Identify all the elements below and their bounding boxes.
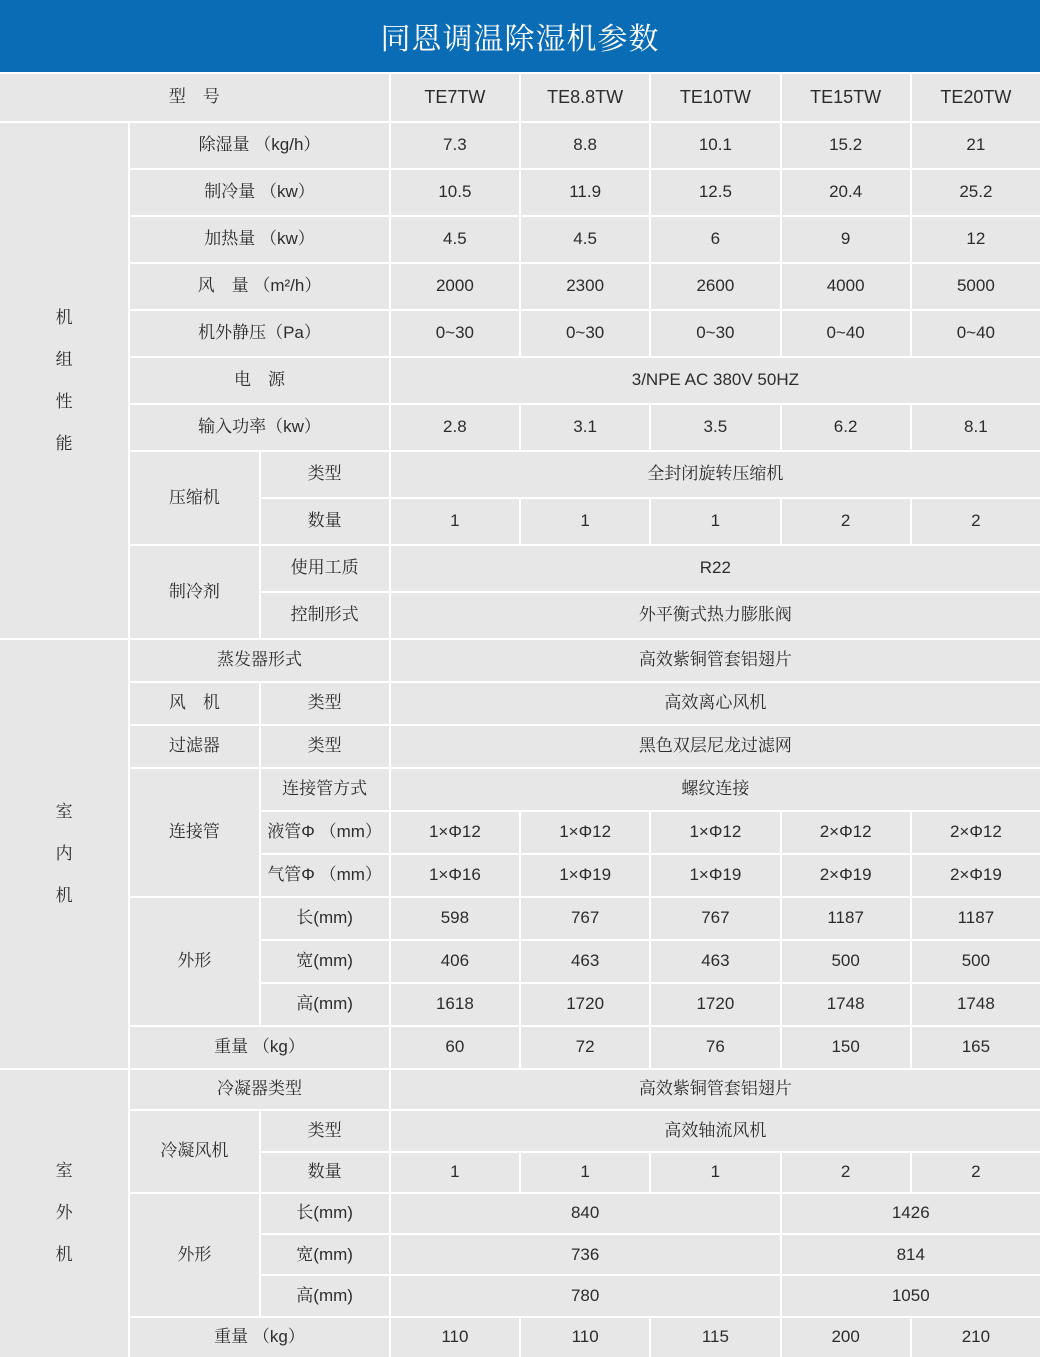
page-title: 同恩调温除湿机参数 — [380, 23, 660, 56]
compressor-group-label: 压缩机 — [130, 452, 258, 544]
indoor-length-value: 767 — [521, 898, 649, 939]
power-supply-value: 3/NPE AC 380V 50HZ — [391, 358, 1040, 403]
condenser-fan-group-label: 冷凝风机 — [130, 1111, 258, 1192]
static-pressure-value: 0~40 — [782, 311, 910, 356]
indoor-height-value: 1748 — [782, 984, 910, 1025]
compressor-qty-value: 2 — [782, 499, 910, 544]
cooling-capacity-value: 12.5 — [651, 170, 779, 215]
condenser-fan-qty-value: 2 — [912, 1153, 1040, 1192]
indoor-length-label: 长(mm) — [261, 898, 389, 939]
outdoor-weight-label: 重量 （kg） — [130, 1318, 389, 1357]
condenser-fan-type-value: 高效轴流风机 — [391, 1111, 1040, 1150]
refrigerant-control-value: 外平衡式热力膨胀阀 — [391, 593, 1040, 638]
dehumid-capacity-value: 21 — [912, 123, 1040, 168]
dehumid-capacity-value: 10.1 — [651, 123, 779, 168]
section-label-outdoor-unit — [0, 1070, 128, 1357]
airflow-value: 4000 — [782, 264, 910, 309]
indoor-length-value: 1187 — [782, 898, 910, 939]
refrigerant-group-label: 制冷剂 — [130, 546, 258, 638]
static-pressure-label: 机外静压（Pa） — [130, 311, 389, 356]
gas-pipe-value: 1×Φ16 — [391, 855, 519, 896]
compressor-qty-value: 1 — [391, 499, 519, 544]
section-label-indoor-unit-text: 室内机 — [55, 802, 73, 905]
input-power-value: 3.5 — [651, 405, 779, 450]
indoor-width-label: 宽(mm) — [261, 941, 389, 982]
dehumid-capacity-value: 8.8 — [521, 123, 649, 168]
filter-type-value: 黑色双层尼龙过滤网 — [391, 726, 1040, 767]
model-header-te15tw: TE15TW — [782, 74, 910, 121]
refrigerant-medium-label: 使用工质 — [261, 546, 389, 591]
dehumid-capacity-value: 15.2 — [782, 123, 910, 168]
indoor-fan-group-label: 风 机 — [130, 683, 258, 724]
heating-capacity-value: 12 — [912, 217, 1040, 262]
indoor-width-value: 406 — [391, 941, 519, 982]
static-pressure-value: 0~30 — [391, 311, 519, 356]
indoor-length-value: 1187 — [912, 898, 1040, 939]
input-power-value: 2.8 — [391, 405, 519, 450]
model-header-te8-8tw: TE8.8TW — [521, 74, 649, 121]
liquid-pipe-value: 1×Φ12 — [651, 812, 779, 853]
indoor-height-value: 1618 — [391, 984, 519, 1025]
compressor-qty-value: 1 — [651, 499, 779, 544]
outdoor-height-value-large: 1050 — [782, 1276, 1040, 1315]
gas-pipe-value: 1×Φ19 — [651, 855, 779, 896]
heating-capacity-label: 加热量 （kw） — [130, 217, 389, 262]
input-power-value: 3.1 — [521, 405, 649, 450]
piping-method-label: 连接管方式 — [261, 769, 389, 810]
outdoor-dimensions-group-label: 外形 — [130, 1194, 258, 1316]
indoor-width-value: 500 — [912, 941, 1040, 982]
compressor-qty-label: 数量 — [261, 499, 389, 544]
outdoor-width-value-small: 736 — [391, 1235, 780, 1274]
section-label-outdoor-unit-text: 室外机 — [55, 1161, 73, 1265]
outdoor-weight-value: 110 — [391, 1318, 519, 1357]
model-header-te7tw: TE7TW — [391, 74, 519, 121]
heating-capacity-value: 4.5 — [391, 217, 519, 262]
indoor-width-value: 500 — [782, 941, 910, 982]
dehumid-capacity-value: 7.3 — [391, 123, 519, 168]
liquid-pipe-label: 液管Φ （mm） — [261, 812, 389, 853]
airflow-value: 2000 — [391, 264, 519, 309]
input-power-value: 8.1 — [912, 405, 1040, 450]
evaporator-label: 蒸发器形式 — [130, 640, 389, 681]
model-header-te20tw: TE20TW — [912, 74, 1040, 121]
cooling-capacity-value: 10.5 — [391, 170, 519, 215]
outdoor-length-label: 长(mm) — [261, 1194, 389, 1233]
section-label-indoor-unit — [0, 640, 128, 1068]
indoor-width-value: 463 — [651, 941, 779, 982]
indoor-height-value: 1720 — [651, 984, 779, 1025]
liquid-pipe-value: 1×Φ12 — [521, 812, 649, 853]
airflow-value: 2300 — [521, 264, 649, 309]
outdoor-width-value-large: 814 — [782, 1235, 1040, 1274]
outdoor-weight-value: 115 — [651, 1318, 779, 1357]
outdoor-width-label: 宽(mm) — [261, 1235, 389, 1274]
cooling-capacity-label: 制冷量 （kw） — [130, 170, 389, 215]
condenser-type-label: 冷凝器类型 — [130, 1070, 389, 1109]
input-power-label: 输入功率（kw） — [130, 405, 389, 450]
section-label-unit-performance-text: 机组性能 — [55, 307, 73, 453]
indoor-weight-value: 60 — [391, 1027, 519, 1068]
outdoor-weight-value: 200 — [782, 1318, 910, 1357]
title-bar — [0, 0, 1040, 72]
static-pressure-value: 0~30 — [651, 311, 779, 356]
indoor-height-label: 高(mm) — [261, 984, 389, 1025]
outdoor-height-label: 高(mm) — [261, 1276, 389, 1315]
dehumid-capacity-label: 除湿量 （kg/h） — [130, 123, 389, 168]
indoor-fan-type-label: 类型 — [261, 683, 389, 724]
section-label-unit-performance — [0, 123, 128, 638]
gas-pipe-value: 1×Φ19 — [521, 855, 649, 896]
airflow-label: 风 量 （m²/h） — [130, 264, 389, 309]
heating-capacity-value: 6 — [651, 217, 779, 262]
compressor-type-value: 全封闭旋转压缩机 — [391, 452, 1040, 497]
indoor-width-value: 463 — [521, 941, 649, 982]
airflow-value: 2600 — [651, 264, 779, 309]
indoor-dimensions-group-label: 外形 — [130, 898, 258, 1025]
compressor-type-label: 类型 — [261, 452, 389, 497]
indoor-height-value: 1720 — [521, 984, 649, 1025]
filter-group-label: 过滤器 — [130, 726, 258, 767]
condenser-fan-qty-value: 1 — [391, 1153, 519, 1192]
piping-method-value: 螺纹连接 — [391, 769, 1040, 810]
outdoor-height-value-small: 780 — [391, 1276, 780, 1315]
outdoor-weight-value: 210 — [912, 1318, 1040, 1357]
condenser-fan-qty-label: 数量 — [261, 1153, 389, 1192]
compressor-qty-value: 2 — [912, 499, 1040, 544]
condenser-fan-qty-value: 1 — [651, 1153, 779, 1192]
outdoor-weight-value: 110 — [521, 1318, 649, 1357]
condenser-fan-qty-value: 2 — [782, 1153, 910, 1192]
indoor-length-value: 767 — [651, 898, 779, 939]
airflow-value: 5000 — [912, 264, 1040, 309]
indoor-weight-value: 76 — [651, 1027, 779, 1068]
refrigerant-control-label: 控制形式 — [261, 593, 389, 638]
cooling-capacity-value: 11.9 — [521, 170, 649, 215]
static-pressure-value: 0~30 — [521, 311, 649, 356]
condenser-fan-type-label: 类型 — [261, 1111, 389, 1150]
liquid-pipe-value: 1×Φ12 — [391, 812, 519, 853]
indoor-fan-type-value: 高效离心风机 — [391, 683, 1040, 724]
model-row-label: 型 号 — [0, 74, 389, 121]
cooling-capacity-value: 20.4 — [782, 170, 910, 215]
indoor-weight-value: 72 — [521, 1027, 649, 1068]
condenser-type-value: 高效紫铜管套铝翅片 — [391, 1070, 1040, 1109]
piping-group-label: 连接管 — [130, 769, 258, 896]
compressor-qty-value: 1 — [521, 499, 649, 544]
static-pressure-value: 0~40 — [912, 311, 1040, 356]
outdoor-length-value-large: 1426 — [782, 1194, 1040, 1233]
indoor-length-value: 598 — [391, 898, 519, 939]
filter-type-label: 类型 — [261, 726, 389, 767]
gas-pipe-value: 2×Φ19 — [782, 855, 910, 896]
gas-pipe-value: 2×Φ19 — [912, 855, 1040, 896]
heating-capacity-value: 9 — [782, 217, 910, 262]
evaporator-value: 高效紫铜管套铝翅片 — [391, 640, 1040, 681]
indoor-weight-value: 150 — [782, 1027, 910, 1068]
indoor-weight-label: 重量 （kg） — [130, 1027, 389, 1068]
power-supply-label: 电 源 — [130, 358, 389, 403]
spec-table — [0, 74, 1040, 1357]
refrigerant-medium-value: R22 — [391, 546, 1040, 591]
cooling-capacity-value: 25.2 — [912, 170, 1040, 215]
input-power-value: 6.2 — [782, 405, 910, 450]
model-header-te10tw: TE10TW — [651, 74, 779, 121]
indoor-height-value: 1748 — [912, 984, 1040, 1025]
liquid-pipe-value: 2×Φ12 — [782, 812, 910, 853]
liquid-pipe-value: 2×Φ12 — [912, 812, 1040, 853]
gas-pipe-label: 气管Φ （mm） — [261, 855, 389, 896]
indoor-weight-value: 165 — [912, 1027, 1040, 1068]
outdoor-length-value-small: 840 — [391, 1194, 780, 1233]
heating-capacity-value: 4.5 — [521, 217, 649, 262]
condenser-fan-qty-value: 1 — [521, 1153, 649, 1192]
